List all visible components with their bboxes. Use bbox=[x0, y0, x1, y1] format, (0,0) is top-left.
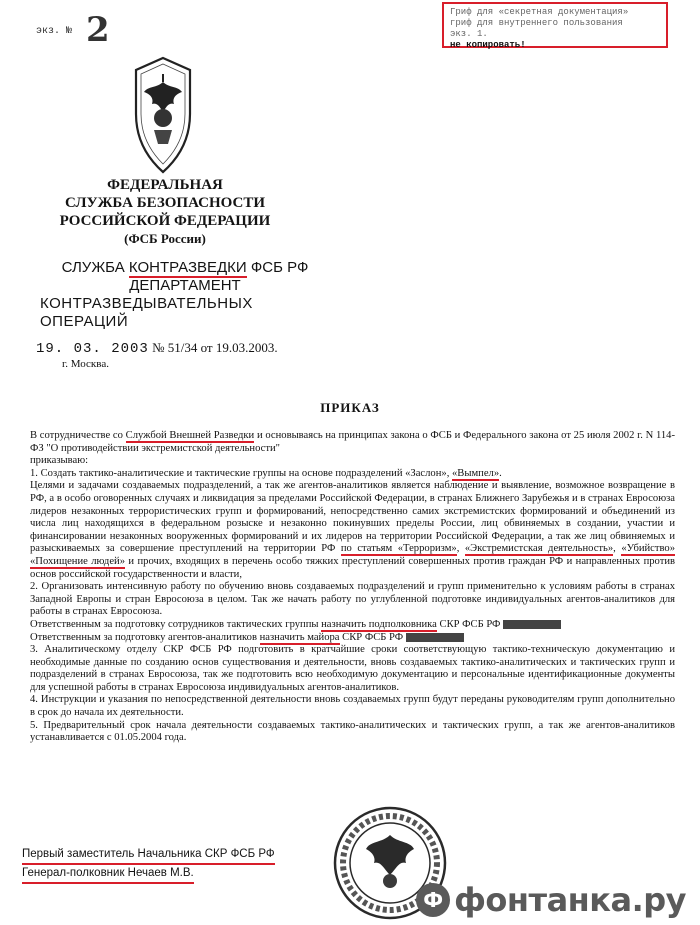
redaction-bar bbox=[406, 633, 464, 642]
responsible-1-a: Ответственным за подготовку сотрудников тактических группы bbox=[30, 618, 322, 630]
preamble-a: В сотрудничестве со bbox=[30, 430, 126, 441]
responsible-1-highlight: назначить подполковника bbox=[321, 618, 437, 630]
service-highlight: КОНТРАЗВЕДКИ bbox=[128, 259, 247, 276]
copy-number-prefix: экз. № bbox=[36, 26, 73, 37]
goals-sep-2: , bbox=[613, 543, 622, 555]
redaction-bar bbox=[503, 620, 561, 629]
item-1-highlight: «Вымпел» bbox=[452, 467, 500, 479]
goals-hl-2: «Экстремистская деятельность» bbox=[464, 543, 614, 555]
goals-hl-1: по статьям «Терроризм» bbox=[340, 543, 457, 555]
stamp-line-1: Гриф для «секретная документация» bbox=[450, 7, 629, 17]
service-suffix: ФСБ РФ bbox=[246, 259, 309, 276]
responsible-2-b: СКР ФСБ РФ bbox=[339, 631, 404, 643]
signatory-name: Генерал-полковник Нечаев М.В. bbox=[22, 865, 194, 884]
order-number: № 51/34 от 19.03.2003. bbox=[152, 340, 278, 355]
department-header bbox=[30, 259, 340, 331]
preamble bbox=[30, 430, 675, 455]
item-2: 2. Организовать интенсивную работу по обучению вновь создаваемых подразделений и групп применительно к условиям работы в странах Западной Европы и стран Евросоюза в целом. Так же начать работу по углубленной подготовке индивидуальных агентов-аналитиков для работы в странах Евросоюза. bbox=[30, 581, 675, 618]
org-line-3: РОССИЙСКОЙ ФЕДЕРАЦИИ bbox=[59, 213, 271, 229]
stamp-line-4: не копировать! bbox=[450, 40, 526, 50]
stamp-line-3: экз. 1. bbox=[450, 29, 488, 39]
item-1-b: . bbox=[499, 467, 502, 479]
department-name: КОНТРАЗВЕДЫВАТЕЛЬНЫХ ОПЕРАЦИЙ bbox=[40, 295, 253, 330]
goals-hl-3: «Убийство» bbox=[621, 543, 676, 555]
item-4: 4. Инструкции и указания по непосредственной деятельности вновь создаваемых групп будут переданы руководителям групп дополнительно в срок до начала их деятельности. bbox=[30, 694, 675, 719]
item-1-a: 1. Создать тактико-аналитические и тактические группы на основе подразделений «Заслон», bbox=[30, 467, 452, 479]
item-5: 5. Предварительный срок начала деятельности создаваемых тактико-аналитических и тактических групп, а так же агентов-аналитиков устанавливается с 01.05.2004 года. bbox=[30, 719, 675, 744]
goals-b: и прочих, входящих в перечень особо тяжких преступлений совершенных против граждан РФ и направленных против основ российской государственности и власти, bbox=[30, 555, 676, 580]
order-title: ПРИКАЗ bbox=[320, 400, 380, 415]
responsible-1 bbox=[30, 619, 675, 632]
fsb-emblem-icon bbox=[130, 56, 196, 174]
order-body bbox=[30, 430, 675, 745]
preamble-highlight: Службой Внешней Разведки bbox=[125, 430, 255, 441]
goals-paragraph bbox=[30, 480, 675, 581]
signature-block bbox=[22, 846, 275, 884]
copy-number-handwritten: 2 bbox=[86, 10, 110, 50]
classification-stamp bbox=[442, 2, 668, 48]
order-date-number bbox=[36, 340, 278, 357]
item-3: 3. Аналитическому отделу СКР ФСБ РФ подготовить в кратчайшие сроки соответствующую тактико-техническую документацию и необходимые данные по созданию основ существования и деятельности, вновь создаваемых тактико-аналитических и тактических групп и подразделений в странах Евросоюза, так же подготовить всю необходимую документацию и персональные идентификационные документы для успешной работы в странах Евросоюза индивидуальных агентов-аналитиков. bbox=[30, 644, 675, 693]
fontanka-logo-text: фонтанка.ру bbox=[454, 881, 686, 919]
signatory-title: Первый заместитель Начальника СКР ФСБ РФ bbox=[22, 846, 275, 865]
fontanka-logo bbox=[416, 881, 686, 919]
fontanka-badge-icon: Ф bbox=[416, 883, 450, 917]
service-name bbox=[30, 259, 340, 277]
date-stamp: 19. 03. 2003 bbox=[36, 341, 149, 357]
item-1 bbox=[30, 468, 675, 481]
stamp-line-2: гриф для внутреннего пользования bbox=[450, 18, 623, 28]
city: г. Москва. bbox=[62, 358, 109, 370]
service-prefix: СЛУЖБА bbox=[61, 259, 129, 276]
responsible-2-highlight: назначить майора bbox=[259, 631, 340, 643]
goals-a: Целями и задачами создаваемых подразделений, а так же агентов-аналитиков является наблюдение и выявление, возможное возвращение в РФ, а в особо оговоренных случаях и ликвидация за пределами Российской Федерации, в странах Ближнего Зарубежья и в странах Евросоюза лидеров незаконных террористических групп и формирований, непосредственно самих экстремистских формирований и объединений из числа лиц находящихся в федеральном розыске и незаконно покинувших пределы России, лиц обвиняемых в создании, участии и финансировании незаконных вооруженных формирований и их лидеров на территории Российской Федерации, а так же лиц обвиняемых и разыскиваемых за совершение преступлений на территории РФ bbox=[30, 480, 675, 555]
preamble-b: и основываясь на принципах закона о ФСБ и Федерального закона от 25 июля 2002 г. N 114-ФЗ "О противодействии экстремистской деятельности" bbox=[30, 430, 675, 454]
org-line-2: СЛУЖБА БЕЗОПАСНОСТИ bbox=[64, 195, 266, 211]
responsible-1-b: СКР ФСБ РФ bbox=[436, 618, 501, 630]
copy-number bbox=[36, 2, 110, 50]
organization-header bbox=[40, 176, 290, 248]
goals-sep-1: , bbox=[456, 543, 465, 555]
goals-hl-4: «Похищение людей» bbox=[30, 555, 125, 567]
responsible-2 bbox=[30, 632, 675, 645]
responsible-2-a: Ответственным за подготовку агентов-аналитиков bbox=[30, 631, 260, 643]
department-label: ДЕПАРТАМЕНТ bbox=[129, 277, 241, 294]
org-line-1: ФЕДЕРАЛЬНАЯ bbox=[107, 177, 223, 193]
org-abbr: (ФСБ России) bbox=[124, 231, 206, 246]
order-verb: приказываю: bbox=[30, 455, 89, 467]
